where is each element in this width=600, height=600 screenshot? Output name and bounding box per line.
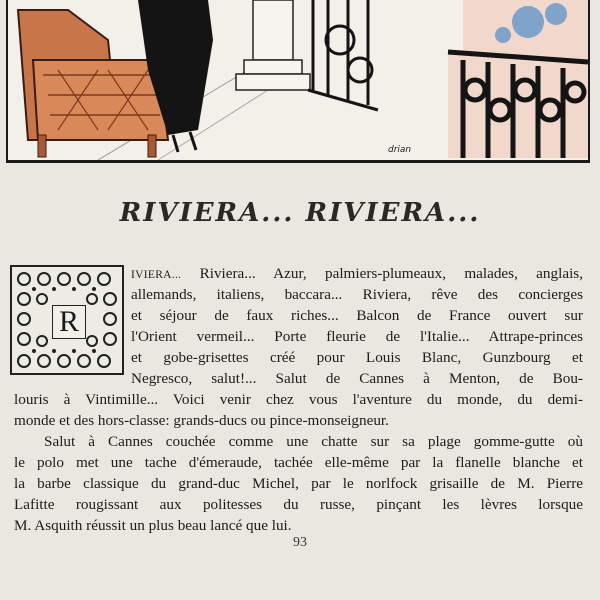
text-line: allemands, italiens, baccara... Riviera, rêve des concierges: [131, 286, 583, 303]
drop-cap-box: [52, 305, 86, 339]
text-line: Lafitte rougissant aux politesses du russe, pinçant les lèvres lorsque: [14, 496, 583, 513]
text-line: louris à Vintimille... Voici venir chez vous l'aventure du monde, du demi-: [14, 391, 583, 408]
text-fragment: Riviera... Azur, palmiers-plumeaux, malades, anglais,: [181, 265, 583, 282]
text-line: Salut à Cannes couchée comme une chatte sur sa plage gomme-gutte où: [44, 433, 583, 450]
first-word: IVIERA...: [131, 269, 182, 281]
drop-cap-letter: R: [58, 305, 79, 338]
artist-signature: drian: [388, 145, 412, 155]
text-line: le polo met une tache d'émeraude, tachée elle-même par la flanelle blanche et: [14, 454, 583, 471]
text-line: [131, 264, 583, 285]
text-line: la barbe classique du grand-duc Michel, par le norlfock grisaille de M. Pierre: [14, 475, 583, 492]
page-number: 93: [293, 535, 307, 550]
text-line: Negresco, salut!... Salut de Cannes à Menton, de Bou-: [131, 370, 583, 387]
chapter-title: RIVIERA... RIVIERA...: [119, 198, 481, 228]
text-line: monde et des hors-classe: grands-ducs ou pince-monseigneur.: [14, 412, 389, 429]
text-line: l'Orient vermeil... Porte fleurie de l'Italie... Attrape-princes: [131, 328, 583, 345]
text-line: M. Asquith réussit un plus beau lancé que lui.: [14, 517, 292, 534]
riviera-illustration: [6, 0, 590, 163]
illustration-drawing: [8, 0, 588, 160]
stair-railing: [448, 52, 588, 158]
text-line: et gobe-grisettes créé pour Louis Blanc, Gunzbourg et: [131, 349, 583, 366]
drop-cap-frame: [10, 265, 124, 375]
text-line: et séjour de faux riches... Balcon de France ouvert sur: [131, 307, 583, 324]
